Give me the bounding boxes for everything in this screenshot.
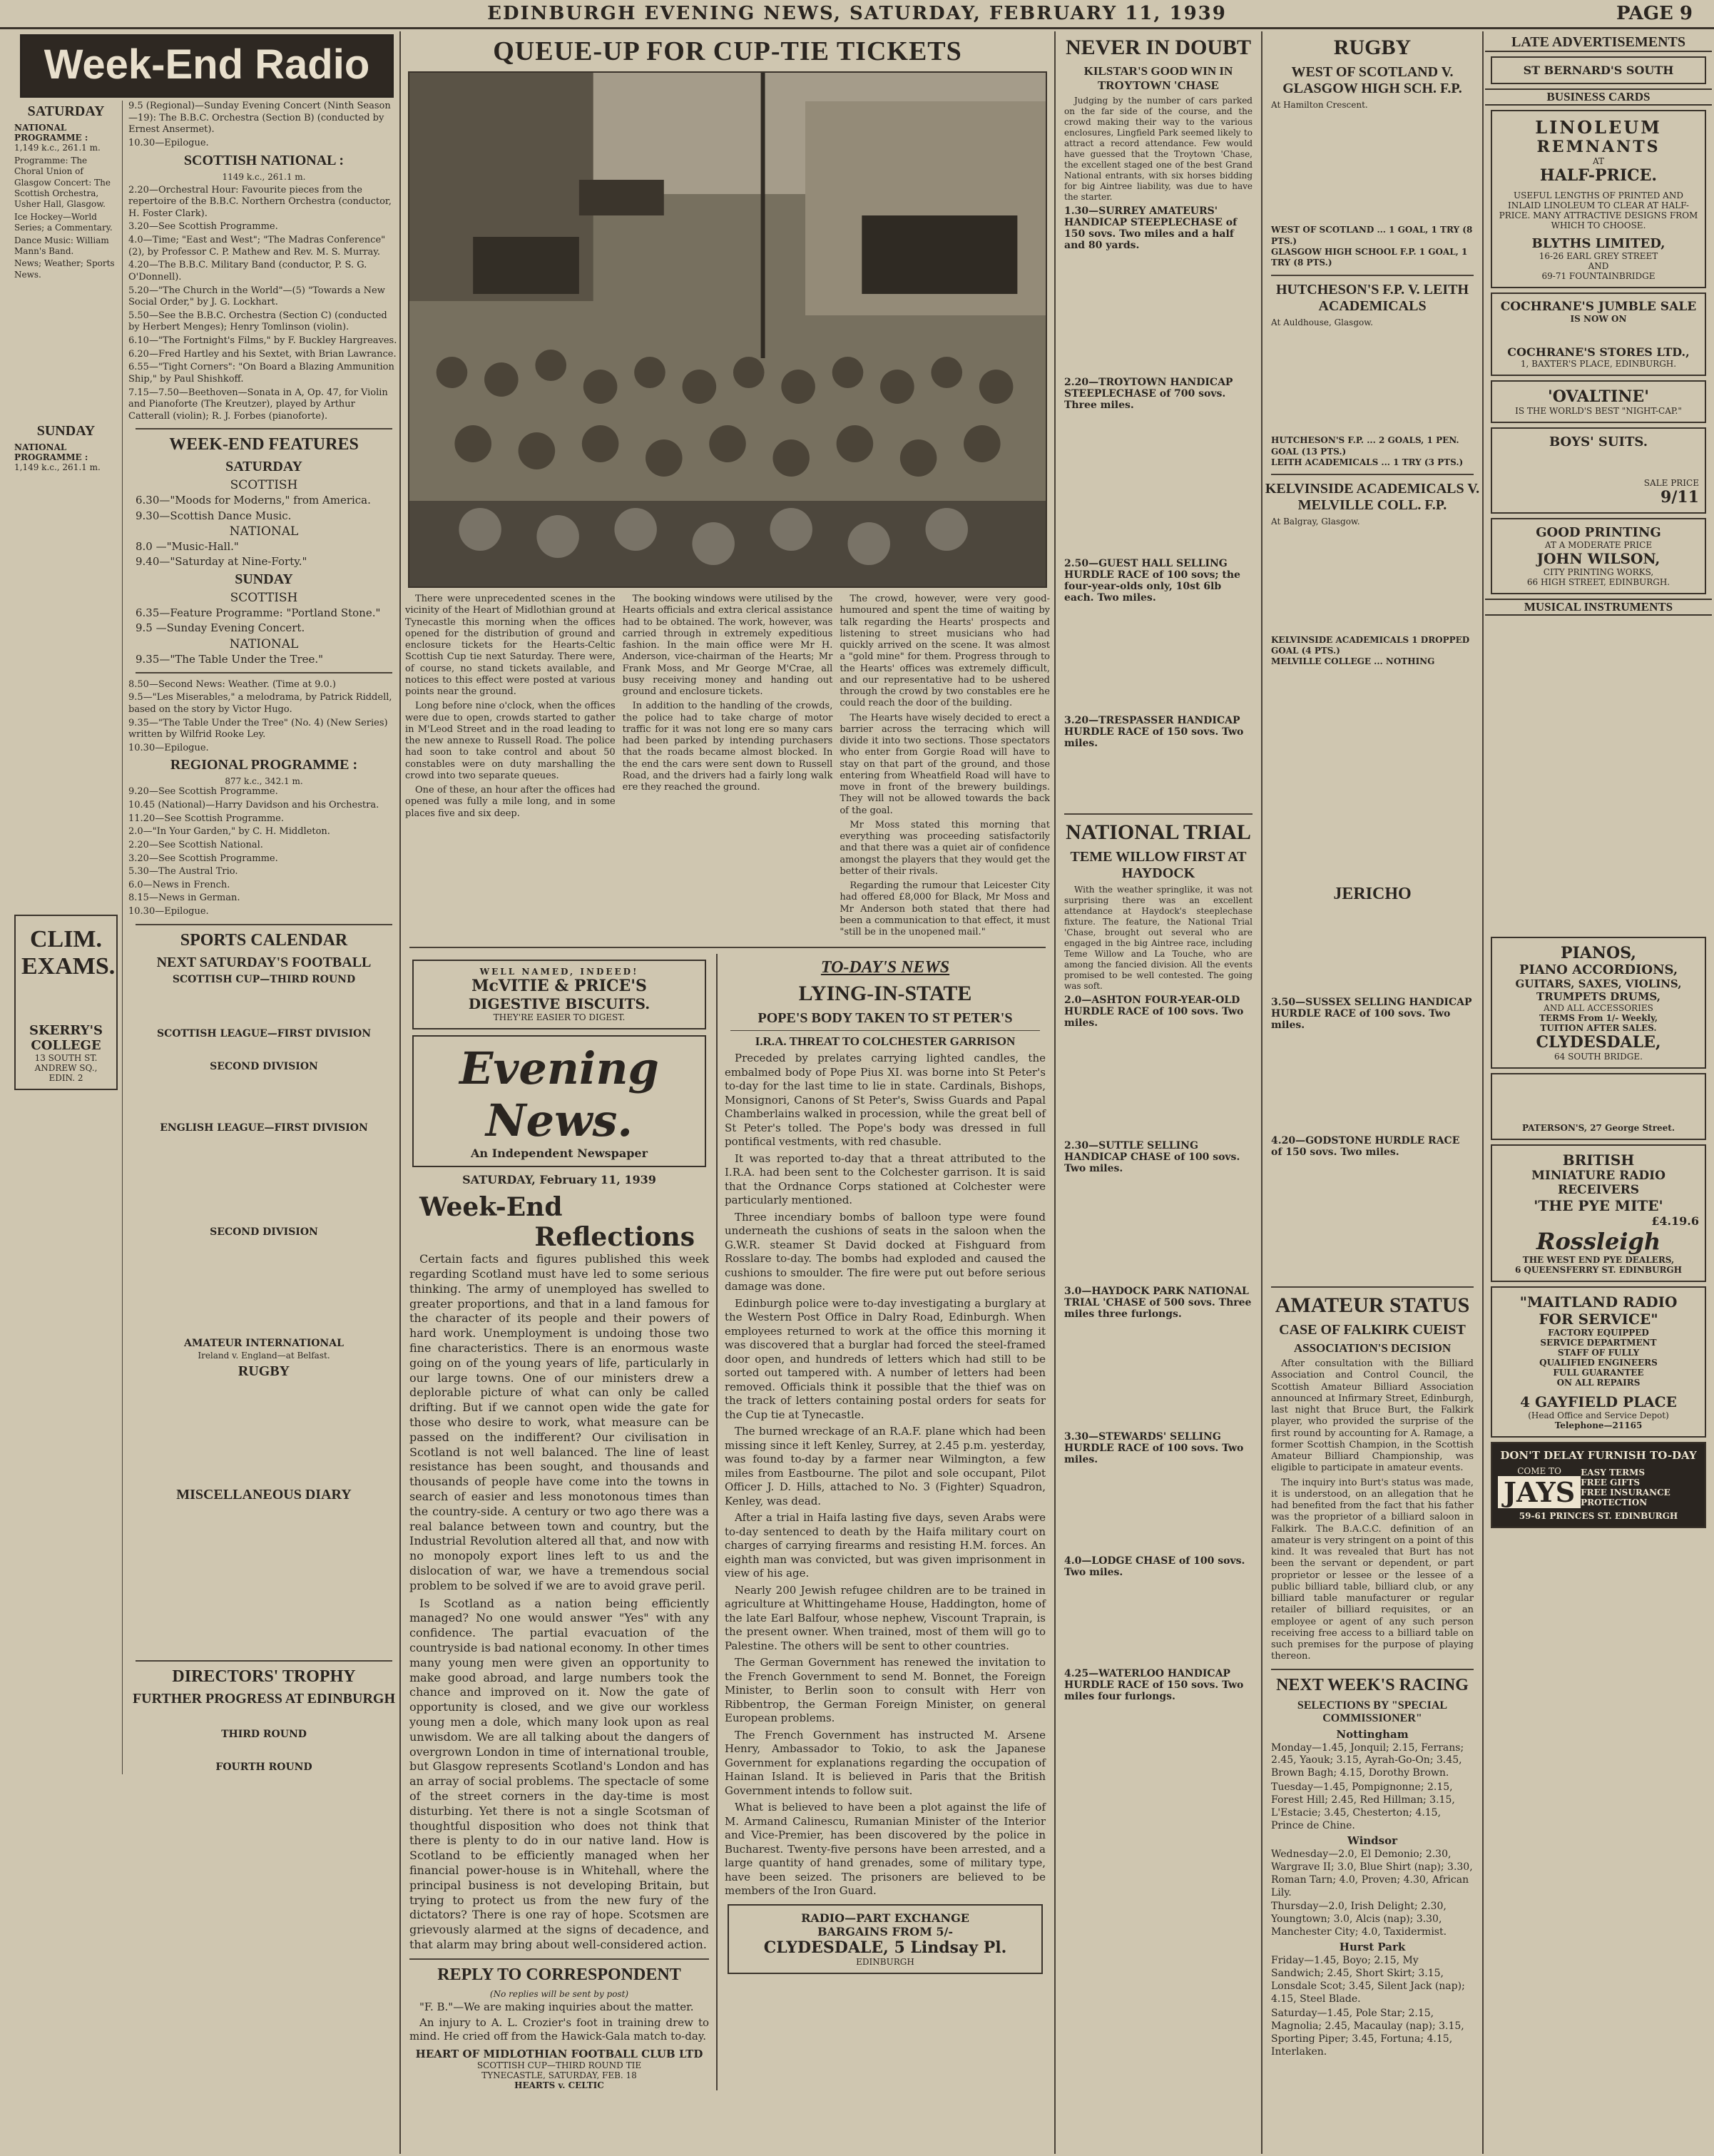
column-rule (1054, 31, 1056, 2154)
jays-logo: JAYS (1498, 1476, 1581, 1508)
radio-item: 3.20—See Scottish Programme. (128, 853, 278, 864)
sports-amateur: AMATEUR INTERNATIONAL (184, 1337, 344, 1349)
radio-item: 5.50—See the B.B.C. Orchestra (Section C) (conducted by Herbert Menges); Henry Tomlinson (violin). (128, 310, 387, 333)
feature-item: 6.30—"Moods for Moderns," from America. (136, 494, 371, 507)
directors-round4: FOURTH ROUND (215, 1761, 312, 1773)
racing-selection: Tuesday—1.45, Pompignonne; 2.15, Forest Hill; 2.45, Red Hillman; 3.15, L'Estacie; 3.45, Chesterton; 4.15, Prince de Chine. (1271, 1781, 1455, 1831)
sports-misc: MISCELLANEOUS DIARY (176, 1486, 352, 1502)
radio-item: 6.0—News in French. (128, 879, 230, 890)
national-paragraph: With the weather springlike, it was not surprising there was an excellent attendance at Haydock's steeplechase fixture. The feature, the National Trial 'Chase, brought out several who are engaged in the big Aintree race, including Teme Willow and La Touche, who are among the fancied division. All the events promised to be well contested. The going was soft. (1064, 885, 1253, 991)
radio-sunday: SUNDAY (36, 422, 96, 439)
race-title: 3.20—TRESPASSER HANDICAP HURDLE RACE of 150 sovs. Two miles. (1064, 715, 1244, 749)
racing-selection: Monday—1.45, Jonquil; 2.15, Ferrans; 2.45, Yaouk; 3.15, Ayrah-Go-On; 3.45, Brown Bagh; 4.15, Dorothy Brown. (1271, 1741, 1464, 1779)
today-head3: I.R.A. THREAT TO COLCHESTER GARRISON (755, 1034, 1016, 1049)
never-heading: NEVER IN DOUBT (1065, 36, 1252, 59)
sports-english2: SECOND DIVISION (210, 1226, 318, 1238)
race-title: 2.50—GUEST HALL SELLING HURDLE RACE of 100 sovs; the four-year-olds only, 10st 6lb each. Two miles. (1064, 558, 1240, 604)
radio-item: 8.50—Second News: Weather. (Time at 9.0.) (128, 678, 336, 690)
queue-paragraph: The crowd, however, were very good-humoured and spent the time of waiting by talk regarding the Hearts' prospects and listening to street musicians who had quickly arrived on the scene. It was almost a "gold mine" for them. Progress through to the Hearts' offices was extremely difficult, and our representative had to be ushered through the crowd by two constables ere he could reach the door of the building. (840, 594, 1051, 709)
rugby-result: WEST OF SCOTLAND ... 1 GOAL, 1 TRY (8 PTS.) (1271, 225, 1473, 246)
boys-suits-title: BOYS' SUITS. (1549, 434, 1648, 449)
radio-item: 10.30—Epilogue. (128, 742, 209, 753)
boys-suits-price: 9/11 (1661, 488, 1699, 507)
bernards-ad (1491, 56, 1706, 84)
radio-item: 9.5—"Les Miserables," a melodrama, by Patrick Riddell, based on the story by Victor Hugo. (128, 692, 392, 715)
exams-address: 13 SOUTH ST. ANDREW SQ., EDIN. 2 (34, 1052, 98, 1083)
amateur-paragraph: After consultation with the Billiard Association and Control Council, the Scottish Amateur Billiard Association announced at Infirmary Street, Edinburgh, last night that Bruce Burt, the Falkirk player, who provided the surprise of the first round by accounting for A. Ramage, a former Scottish Champion, in the Scottish Amateur Billiard Championship, was eligible to participate in amateur events. (1271, 1358, 1474, 1474)
mcvitie-line4: THEY'RE EASIER TO DIGEST. (493, 1012, 626, 1023)
scottish-national-freq: 1149 k.c., 261.1 m. (222, 171, 306, 182)
racing-selection: Thursday—2.0, Irish Delight; 2.30, Youngtown; 3.0, Alcis (nap); 3.30, Manchester City; 4.0, Taxidermist. (1271, 1901, 1447, 1938)
radio-item: 3.20—See Scottish Programme. (128, 221, 278, 233)
maitland-item: SERVICE DEPARTMENT (1540, 1338, 1657, 1348)
cochrane-title: COCHRANE'S JUMBLE SALE (1500, 300, 1697, 314)
race-title: 3.30—STEWARDS' SELLING HURDLE RACE of 100 sovs. Two miles. (1064, 1431, 1244, 1465)
business-cards-heading: BUSINESS CARDS (1485, 88, 1712, 106)
feature-item: 9.40—"Saturday at Nine-Forty." (136, 554, 307, 568)
adverts-column (1485, 31, 1712, 2154)
late-ads-heading: LATE ADVERTISEMENTS (1485, 34, 1712, 52)
sports-amateur-line: Ireland v. England—at Belfast. (198, 1350, 330, 1361)
jays-ad (1491, 1442, 1706, 1528)
boys-suits-sale: SALE PRICE (1643, 478, 1699, 488)
bernards-title: ST BERNARD'S SOUTH (1523, 63, 1674, 77)
queue-paragraph: The booking windows were utilised by the Hearts officials and extra clerical assistance had to be obtained. The work, however, was carried through in extremely expeditious fashion. In the main office were Mr H. Anderson, vice-chairman of the Hearts; Mr Frank Moss, and Mr George M'Crae, all busy receiving money and handing out ground and enclosure tickets. (622, 594, 833, 697)
hearts-club-sub2: TYNECASTLE, SATURDAY, FEB. 18 (481, 2070, 637, 2080)
radio-item: 10.45 (National)—Harry Davidson and his Orchestra. (128, 800, 379, 811)
maitland-address: 4 GAYFIELD PLACE (1520, 1393, 1677, 1410)
racing-column (1057, 31, 1260, 2154)
radio-ad-line1: RADIO—PART EXCHANGE (801, 1911, 969, 1925)
race-title: 2.20—TROYTOWN HANDICAP STEEPLECHASE of 700 sovs. Three miles. (1064, 377, 1233, 411)
reflections-paragraph: Is Scotland as a nation being efficiently managed? No one would answer "Yes" with any confidence. The partial evacuation of the countryside is bad national economy. In other times many young men were given an opportunity to make good abroad, and large numbers took the chance and improved on it. Now the gate of opportunity is closed, and we give our workless young men a dole, which many look upon as real unwisdom. We are all talking about the dangers of overgrown London in time of international trouble, but Glasgow represents Scotland's London and has an array of social problems. The spectacle of some of the street corners in the day-time is most disturbing. Yet there is not a single Scotsman of thoughtful disposition who does not think that there is plenty to do in our native land. How is Scotland to be efficiently managed when her financial power-house is in Whitehall, where the principal business is not developing Britain, but trying to protect us from the new fury of the dictators? There is one ray of hope. Scotsmen are grievously alarmed at the signs of decadence, and that alarm may bring about well-considered action. (409, 1596, 709, 1951)
rugby-match: WEST OF SCOTLAND V. GLASGOW HIGH SCH. F.P. (1282, 64, 1462, 96)
jays-item: FREE INSURANCE PROTECTION (1581, 1487, 1670, 1507)
today-paragraph: Edinburgh police were to-day investigating a burglary at the Western Post Office in Dalry Road, Edinburgh. When employees returned to work at the office this morning it was discovered that a burglar had forced the steel-framed door open, and hundreds of letters which had still to be sorted out tampered with. A number of letters had been removed. Officials think it possible that the thief was on the track of letters containing postal orders for seats for the Cup tie at Tynecastle. (725, 1296, 1046, 1421)
today-paragraph: Preceded by prelates carrying lighted candles, the embalmed body of Pope Pius XI. was borne into St Peter's to-day for the last time to lie in state. Cardinals, Bishops, Monsignori, Canons of St Peter's, Swiss Guards and Papal Chamberlains walked in procession, while the great bell of St Peter's tolled. The Pope's body was dressed in full pontifical vestments, with red chasuble. (725, 1052, 1046, 1149)
national-heading: NATIONAL TRIAL (1066, 820, 1251, 844)
features-saturday: SATURDAY (225, 459, 302, 475)
rugby-result: LEITH ACADEMICALS ... 1 TRY (3 PTS.) (1271, 457, 1464, 467)
correspondent-heading: REPLY TO CORRESPONDENT (437, 1965, 681, 1984)
rugby-result: MELVILLE COLLEGE ... NOTHING (1271, 656, 1435, 667)
radio-heading: Week-End Radio (20, 34, 394, 98)
radio-item: 2.20—Orchestral Hour: Favourite pieces from the repertoire of the B.B.C. Northern Orchestra (conductor, H. Foster Clark). (128, 184, 392, 219)
maitland-item: FACTORY EQUIPPED (1548, 1328, 1649, 1338)
sports-cup: SCOTTISH CUP—THIRD ROUND (172, 973, 356, 985)
today-paragraph: After a trial in Haifa lasting five days, seven Arabs were to-day sentenced to death by the Haifa military court on charges of carrying firearms and resisting H.M. forces. An eighth man was convicted, but was given imprisonment in view of his age. (725, 1511, 1046, 1580)
regional-heading: REGIONAL PROGRAMME : (170, 757, 358, 773)
maitland-phone: Telephone—21165 (1554, 1420, 1643, 1430)
music-accordions: PIANO ACCORDIONS, (1519, 962, 1678, 977)
features-national: NATIONAL (229, 636, 299, 651)
radio-item: 5.30—The Austral Trio. (128, 866, 238, 878)
centre-columns (402, 31, 1053, 2154)
reflections-heading-a: Week-End (419, 1192, 563, 1223)
music-tuition: TUITION AFTER SALES. (1540, 1023, 1657, 1033)
cochrane-address: 1, BAXTER'S PLACE, EDINBURGH. (1520, 359, 1677, 369)
feature-item: 9.35—"The Table Under the Tree." (136, 652, 324, 666)
amateur-heading: AMATEUR STATUS (1275, 1293, 1470, 1317)
radio-column (14, 31, 399, 2154)
features-scottish: SCOTTISH (230, 478, 298, 493)
racing-windsor: Windsor (1347, 1834, 1398, 1847)
radio-item: 7.15—7.50—Beethoven—Sonata in A, Op. 47, for Violin and Pianoforte (The Kreutzer), played by Arthur Catterall (violin); R. J. Forbes (pianoforte). (128, 387, 388, 422)
feature-item: 9.5 —Sunday Evening Concert. (136, 621, 305, 635)
music-address: 64 SOUTH BRIDGE. (1554, 1052, 1643, 1062)
never-paragraph: Judging by the number of cars parked on the far side of the course, and the crowd making their way to the various enclosures, Lingfield Park seemed likely to attract a record attendance. Few would have guessed that the Troytown 'Chase, the excellent staged one of the best Grand National entrants, with six horses bidding for big Aintree liability, was due to have the starter. (1064, 96, 1253, 202)
amateur-sub: CASE OF FALKIRK CUEIST (1279, 1322, 1466, 1338)
radio-item: News; Weather; Sports News. (14, 258, 115, 280)
amateur-sub2: ASSOCIATION'S DECISION (1293, 1341, 1452, 1355)
today-paragraph: The German Government has renewed the invitation to the French Government to send M. Bonnet, the Foreign Minister, to Berlin soon to consult with Herr von Ribbentrop, the German Foreign Minister, on general European problems. (725, 1656, 1046, 1725)
racing-selection: Friday—1.45, Boyo; 2.15, My Sandwich; 2.45, Short Skirt; 3.15, Lonsdale Scot; 3.45, Silent Jack (nap); 4.15, Steel Blade. (1271, 1955, 1465, 2005)
printing-sub: AT A MODERATE PRICE (1544, 540, 1653, 550)
rugby-match: KELVINSIDE ACADEMICALS V. MELVILLE COLL. F.P. (1265, 481, 1480, 514)
rossleigh-address: 6 QUEENSFERRY ST. EDINBURGH (1514, 1265, 1683, 1275)
today-head2: POPE'S BODY TAKEN TO ST PETER'S (757, 1010, 1013, 1027)
maitland-item: QUALIFIED ENGINEERS (1539, 1358, 1658, 1368)
radio-item: Dance Music: William Mann's Band. (14, 235, 109, 256)
pye-price: £4.19.6 (1651, 1214, 1699, 1228)
queue-paragraph: Regarding the rumour that Leicester City had offered £8,000 for Black, Mr Moss and Mr Anderson both stated that there had been a communication to that effect, it must "still be in the unopened mail." (840, 880, 1051, 937)
exams-ad (14, 915, 118, 1090)
radio-item: 2.0—"In Your Garden," by C. H. Middleton. (128, 826, 330, 838)
rugby-result: HUTCHESON'S F.P. ... 2 GOALS, 1 PEN. GOAL (13 PTS.) (1271, 435, 1459, 457)
radio-sunday-prog: NATIONAL PROGRAMME : (14, 442, 88, 462)
radio-item: 10.30—Epilogue. (128, 137, 209, 148)
jays-item: FREE GIFTS (1581, 1477, 1641, 1488)
hearts-club-sub3: HEARTS v. CELTIC (514, 2080, 604, 2090)
rugby-match: HUTCHESON'S F.P. V. LEITH ACADEMICALS (1275, 281, 1469, 314)
hearts-club-heading: HEART OF MIDLOTHIAN FOOTBALL CLUB LTD (415, 2047, 703, 2060)
music-accessories: AND ALL ACCESSORIES (1544, 1003, 1653, 1013)
nameplate-tagline: An Independent Newspaper (471, 1146, 648, 1161)
features-heading: WEEK-END FEATURES (169, 435, 359, 454)
column-rule (1261, 31, 1262, 2154)
john-wilson: JOHN WILSON, (1536, 550, 1661, 567)
radio-item: 6.55—"Tight Corners": "On Board a Blazing Ammunition Ship," by Paul Shishkoff. (128, 362, 394, 385)
race-title: 3.0—HAYDOCK PARK NATIONAL TRIAL 'CHASE of 500 sovs. Three miles three furlongs. (1064, 1286, 1252, 1320)
maitland-item: FULL GUARANTEE (1553, 1368, 1644, 1378)
rossleigh-sub: THE WEST END PYE DEALERS, (1522, 1255, 1675, 1265)
radio-item: Ice Hockey—World Series; a Commentary. (14, 211, 113, 233)
today-paragraph: Three incendiary bombs of balloon type were found underneath the cushions of seats in the saloon when the G.W.R. steamer St David docked at Fishguard from Rosslare to-day. The bombs had exploded and caused the cushions to smoulder. The fire were put out before serious damage was done. (725, 1210, 1046, 1293)
radio-item: 9.35—"The Table Under the Tree" (No. 4) (New Series) written by Wilfrid Rooke Ley. (128, 717, 388, 741)
national-sub: TEME WILLOW FIRST AT HAYDOCK (1070, 849, 1247, 881)
jays-item: EASY TERMS (1581, 1467, 1646, 1478)
radio-item: 6.10—"The Fortnight's Films," by F. Buckley Hargreaves. (128, 335, 397, 346)
printing-title: GOOD PRINTING (1536, 525, 1661, 540)
blyths-name: BLYTHS LIMITED, (1531, 236, 1665, 251)
sports-heading: SPORTS CALENDAR (180, 930, 348, 950)
today-paragraph: The burned wreckage of an R.A.F. plane which had been missing since it left Kenley, Surrey, at 2.45 p.m. yesterday, was found to-day by a farmer near Wilmington, a few miles from Eastbourne. The pilot and sole occupant, Pilot Officer J. D. Hills, attached to No. 3 (Fighter) Squadron, Kenley, was dead. (725, 1425, 1046, 1507)
radio-item: 9.5 (Regional)—Sunday Evening Concert (Ninth Season—19): The B.B.C. Orchestra (Section B) (conducted by Ernest Ansermet). (128, 101, 391, 136)
maitland-item: ON ALL REPAIRS (1556, 1378, 1641, 1388)
queue-paragraph: Long before nine o'clock, when the offices were due to open, crowds started to gather in M'Leod Street and in the road leading to the new annexe to Russell Road. The police had soon to take control and about 50 constables were on duty marshalling the crowd into two separate queues. (405, 701, 616, 781)
jays-slogan: DON'T DELAY FURNISH TO-DAY (1500, 1449, 1697, 1462)
rugby-column (1264, 31, 1481, 873)
paterson-ad (1491, 1073, 1706, 1140)
race-title: 4.25—WATERLOO HANDICAP HURDLE RACE of 150 sovs. Two miles four furlongs. (1064, 1668, 1244, 1702)
hearts-club-sub: SCOTTISH CUP—THIRD ROUND TIE (476, 2060, 642, 2070)
race-title: 4.20—GODSTONE HURDLE RACE of 150 sovs. Two miles. (1271, 1135, 1460, 1158)
radio-item: 4.0—Time; "East and West"; "The Madras Conference" (2), by Professor C. P. Mathew and Rev. M. S. Murray. (128, 235, 386, 258)
racing-nottingham: Nottingham (1336, 1727, 1409, 1741)
radio-item: 10.30—Epilogue. (128, 906, 209, 917)
crowd-photograph (408, 71, 1047, 588)
ovaltine-title: 'OVALTINE' (1548, 387, 1649, 406)
lino-line4: HALF-PRICE. (1539, 166, 1658, 185)
race-title: 2.30—SUTTLE SELLING HANDICAP CHASE of 100 sovs. Two miles. (1064, 1140, 1240, 1174)
sports-english: ENGLISH LEAGUE—FIRST DIVISION (160, 1122, 368, 1134)
maitland-item: STAFF OF FULLY (1557, 1348, 1640, 1358)
race-title: 1.30—SURREY AMATEURS' HANDICAP STEEPLECHASE of 150 sovs. Two miles and a half and 80 yards. (1064, 205, 1238, 251)
column-rule (1482, 31, 1484, 2154)
blyths-address: AND (1588, 261, 1609, 271)
maitland-title2: FOR SERVICE" (1539, 1311, 1658, 1328)
rugby-location: At Auldhouse, Glasgow. (1271, 317, 1373, 327)
mcvitie-line1: WELL NAMED, INDEED! (479, 967, 639, 977)
maitland-ad (1491, 1286, 1706, 1438)
today-paragraph: It was reported to-day that a threat attributed to the I.R.A. had been sent to the Colchester garrison. It is said that the Ordnance Corps stationed at Colchester were particularly mentioned. (725, 1151, 1046, 1207)
masthead-title: EDINBURGH EVENING NEWS, SATURDAY, FEBRUARY 11, 1939 (487, 3, 1227, 24)
today-heading: TO-DAY'S NEWS (820, 958, 950, 977)
regional-freq: 877 k.c., 342.1 m. (225, 776, 303, 787)
pye-title: 'THE PYE MITE' (1534, 1197, 1663, 1214)
race-title: 3.50—SUSSEX SELLING HANDICAP HURDLE RACE of 100 sovs. Two miles. (1271, 997, 1472, 1031)
jericho-heading: JERICHO (1333, 885, 1412, 903)
racing-selection: Saturday—1.45, Pole Star; 2.15, Magnolia; 2.45, Macaulay (nap); 3.15, Sporting Piper; 3.45, Fortuna; 4.15, Interlaken. (1271, 2007, 1464, 2058)
radio-item: 2.20—See Scottish National. (128, 839, 263, 850)
lino-line1: LINOLEUM (1535, 117, 1662, 138)
sports-rugby: RUGBY (238, 1363, 290, 1379)
john-wilson-address: 66 HIGH STREET, EDINBURGH. (1526, 577, 1670, 587)
pye-ad (1491, 1144, 1706, 1282)
feature-item: 9.30—Scottish Dance Music. (136, 509, 292, 522)
exams-heading: CLIM. EXAMS. (21, 925, 116, 980)
music-pianos: PIANOS, (1561, 944, 1636, 962)
queue-paragraph: In addition to the handling of the crowds, the police had to take charge of motor traffic for it was not long ere so many cars had been parked by intending purchasers that the roads became almost blocked. In the end the cars were sent down to Russell Road, and the drivers had a fairly long walk ere they reached the ground. (622, 701, 833, 793)
radio-sunday-freq: 1,149 k.c., 261.1 m. (14, 462, 101, 472)
radio-national-prog: NATIONAL PROGRAMME : (14, 123, 88, 143)
queue-paragraph: The Hearts have wisely decided to erect a barrier across the terracing which will divide it into two sections. Those spectators who enter from Gorgie Road will have to stay on that part of the ground, and those entering from Wheatfield Road will have to move in front of the brewery buildings. They will not be allowed towards the back of the goal. (840, 712, 1051, 816)
jays-address: 59-61 PRINCES ST. EDINBURGH (1519, 1511, 1678, 1521)
rossleigh-logo: Rossleigh (1536, 1228, 1661, 1255)
racing-selection: Wednesday—2.0, El Demonio; 2.30, Wargrave II; 3.0, Blue Shirt (nap); 3.30, Roman Tarn; 4.0, Proven; 4.30, African Lily. (1271, 1848, 1473, 1898)
page-number: PAGE 9 (1616, 3, 1693, 24)
lino-line2: REMNANTS (1536, 138, 1661, 156)
correspondent-paragraph: An injury to A. L. Crozier's foot in training drew to mind. He cried off from the Hawick-Gala match to-day. (409, 2016, 709, 2043)
correspondent-paragraph: "F. B."—We are making inquiries about the matter. (419, 2000, 694, 2013)
pye-miniature: MINIATURE RADIO RECEIVERS (1531, 1169, 1665, 1197)
rugby-heading: RUGBY (1333, 36, 1412, 59)
directors-sub: FURTHER PROGRESS AT EDINBURGH (132, 1690, 396, 1707)
radio-ad-line4: EDINBURGH (856, 1956, 914, 1967)
rugby-location: At Balgray, Glasgow. (1271, 517, 1360, 527)
mcvitie-line2: McVITIE & PRICE'S (471, 977, 647, 996)
rugby-location: At Hamilton Crescent. (1271, 100, 1368, 110)
musical-heading: MUSICAL INSTRUMENTS (1485, 599, 1712, 616)
cochrane-stores: COCHRANE'S STORES LTD., (1507, 345, 1690, 359)
race-title: 4.0—LODGE CHASE of 100 sovs. Two miles. (1064, 1555, 1245, 1578)
newspaper-nameplate (412, 1035, 706, 1167)
john-wilson-sub: CITY PRINTING WORKS, (1543, 567, 1654, 577)
radio-item: 5.20—"The Church in the World"—(5) "Towards a New Social Order," by J. G. Lockhart. (128, 285, 385, 308)
reflections-paragraph: Certain facts and figures published this week regarding Scotland must have led to some serious thinking. The army of unemployed has swelled to greater proportions, and that in a land famous for the character of its people and their powers of hard work. Unemployment is undoing those two fine characteristics. There is an enormous waste going on of the young years of life, particularly in our large towns. One of our ministers drew a deplorable picture of what can only be called drifting. But if we cannot open wide the gate for those who desire to work, what measure can be passed on the indifferent? Our civilisation in Scotland is not well balanced. The line of least resistance has been sought, and thousands and thousands of people have come into the towns in search of easier and less monotonous times than the country-side. A century or two ago there was a real balance between town and country, but the Industrial Revolution altered all that, and now with no monopoly export lines left to us and the dislocation of war, we have a tremendous social problem to be solved if we are to avoid grave peril. (409, 1252, 709, 1592)
lino-body: USEFUL LENGTHS OF PRINTED AND INLAID LINOLEUM TO CLEAR AT HALF-PRICE. MANY ATTRACTIVE DESIGNS FROM WHICH TO CHOOSE. (1499, 190, 1698, 230)
column-rule (399, 31, 401, 2154)
features-national: NATIONAL (229, 524, 299, 539)
music-clydesdale: CLYDESDALE, (1536, 1033, 1661, 1052)
today-paragraph: What is believed to have been a plot against the life of M. Armand Calinescu, Rumanian Minister of the Interior and Vice-Premier, has been discovered by the police in Bucharest. Twenty-five persons have been arrested, and a large quantity of hand grenades, some of military type, have been seized. The prisoners are believed to be members of the Iron Guard. (725, 1801, 1046, 1898)
blyths-address: 16-26 EARL GREY STREET (1539, 251, 1658, 261)
radio-national-freq: 1,149 k.c., 261.1 m. (14, 143, 101, 153)
mcvitie-ad (412, 960, 706, 1029)
feature-item: 6.35—Feature Programme: "Portland Stone." (136, 606, 381, 620)
paterson-line: PATERSON'S, 27 George Street. (1521, 1123, 1675, 1133)
today-paragraph: Nearly 200 Jewish refugee children are to be trained in agriculture at Whittingehame House, Haddington, home of the late Earl Balfour, whose nephew, Viscount Traprain, is the present owner. When trained, most of them will go to Palestine. The others will be sent to other countries. (725, 1583, 1046, 1652)
masthead (0, 0, 1714, 29)
linoleum-ad (1491, 110, 1706, 288)
today-paragraph: The French Government has instructed M. Arsene Henry, Ambassador to Tokio, to ask the Japanese Government for explanations regarding the occupation of Hainan Island. It is believed in Paris that the British Government intends to follow suit. (725, 1728, 1046, 1797)
radio-item: Programme: The Choral Union of Glasgow Concert: The Scottish Orchestra, Usher Hall, Glasgow. (14, 156, 111, 210)
queue-paragraph: One of these, an hour after the offices had opened was fully a mile long, and in some places five and six deep. (405, 785, 616, 819)
jays-come-to: COME TO (1517, 1466, 1561, 1476)
clydesdale-music-ad (1491, 937, 1706, 1069)
clydesdale-radio-ad (728, 1904, 1043, 1974)
nameplate-date: SATURDAY, February 11, 1939 (462, 1173, 656, 1187)
maitland-address-sub: (Head Office and Service Depot) (1528, 1410, 1669, 1420)
music-trumpets: TRUMPETS DRUMS, (1536, 990, 1661, 1003)
ovaltine-ad (1491, 380, 1706, 423)
never-sub: KILSTAR'S GOOD WIN IN TROYTOWN 'CHASE (1083, 64, 1233, 92)
sports-sub: NEXT SATURDAY'S FOOTBALL (156, 954, 372, 970)
maitland-title: "MAITLAND RADIO (1519, 1293, 1678, 1311)
blyths-address: 69-71 FOUNTAINBRIDGE (1541, 271, 1656, 281)
reflections-heading-b: Reflections (534, 1222, 695, 1253)
features-sunday: SUNDAY (235, 571, 293, 588)
directors-round3: THIRD ROUND (221, 1728, 307, 1740)
pye-british: BRITISH (1562, 1151, 1635, 1169)
radio-item: 11.20—See Scottish Programme. (128, 813, 284, 824)
radio-item: 6.20—Fred Hartley and his Sextet, with Brian Lawrance. (128, 348, 397, 360)
ovaltine-sub: IS THE WORLD'S BEST "NIGHT-CAP." (1515, 406, 1682, 416)
scottish-national-head: SCOTTISH NATIONAL : (183, 152, 345, 168)
racing-hurst: Hurst Park (1339, 1941, 1406, 1954)
race-title: 2.0—ASHTON FOUR-YEAR-OLD HURDLE RACE of 100 sovs. Two miles. (1064, 995, 1244, 1029)
music-guitars: GUITARS, SAXES, VIOLINS, (1515, 977, 1682, 990)
queue-paragraph: There were unprecedented scenes in the vicinity of the Heart of Midlothian ground at Tynecastle this morning when the offices opened for the distribution of ground and enclosure tickets for the Hearts-Celtic Scottish Cup tie next Saturday. There were, of course, no stand tickets available, and notices to this effect were posted at various points near the ground. (405, 594, 616, 697)
cochrane-ad (1491, 293, 1706, 376)
mcvitie-line3: DIGESTIVE BISCUITS. (468, 995, 651, 1013)
today-head1: LYING-IN-STATE (798, 982, 972, 1006)
queue-heading: QUEUE-UP FOR CUP-TIE TICKETS (493, 36, 962, 66)
nameplate-title: Evening News. (459, 1042, 659, 1147)
feature-item: 8.0 —"Music-Hall." (136, 539, 239, 553)
rugby-result: GLASGOW HIGH SCHOOL F.P. 1 GOAL, 1 TRY (8 PTS.) (1271, 247, 1468, 268)
radio-ad-line3: CLYDESDALE, 5 Lindsay Pl. (763, 1938, 1007, 1957)
directors-heading: DIRECTORS' TROPHY (172, 1667, 356, 1686)
amateur-paragraph: The inquiry into Burt's status was made, it is understood, on an allegation that he had benefited from the fact that his father was the proprietor of a billiard saloon in Falkirk. The B.A.C.C. definition of an amateur is very stringent on a point of this kind. It was revealed that Burt has not been the servant or dependent, or part proprietor or lessee or the lessee of a public billiard table, billiard club, or any billiard table manufacturer or regular retailer of billiard requisites, or an employee or agent of any such person receiving free access to a billiard table on such premises for the purpose of playing thereon. (1271, 1477, 1474, 1662)
racing-sub: SELECTIONS BY "SPECIAL COMMISSIONER" (1297, 1699, 1448, 1724)
correspondent-note: (No replies will be sent by post) (489, 1988, 629, 1999)
radio-item: 8.15—News in German. (128, 893, 240, 904)
lino-line3: AT (1592, 156, 1604, 166)
queue-paragraph: Mr Moss stated this morning that everything was proceeding satisfactorily and that there was a quiet air of confidence amongst the players that they would get the better of their rivals. (840, 819, 1051, 877)
radio-ad-line2: BARGAINS FROM 5/- (817, 1924, 954, 1938)
sports-league1: SCOTTISH LEAGUE—FIRST DIVISION (156, 1027, 372, 1039)
boys-suits-ad (1491, 427, 1706, 514)
cochrane-sub: IS NOW ON (1570, 314, 1627, 324)
radio-saturday: SATURDAY (27, 103, 105, 119)
sports-league2: SECOND DIVISION (210, 1060, 318, 1072)
printing-ad (1491, 518, 1706, 594)
radio-item: 9.20—See Scottish Programme. (128, 786, 278, 798)
exams-college: SKERRY'S COLLEGE (29, 1022, 103, 1053)
music-terms: TERMS From 1/- Weekly, (1539, 1013, 1658, 1023)
rugby-result: KELVINSIDE ACADEMICALS 1 DROPPED GOAL (4 PTS.) (1271, 634, 1470, 656)
features-scottish: SCOTTISH (230, 591, 298, 606)
radio-item: 4.20—The B.B.C. Military Band (conductor, P. S. G. O'Donnell). (128, 260, 367, 283)
racing-heading: NEXT WEEK'S RACING (1276, 1675, 1469, 1694)
